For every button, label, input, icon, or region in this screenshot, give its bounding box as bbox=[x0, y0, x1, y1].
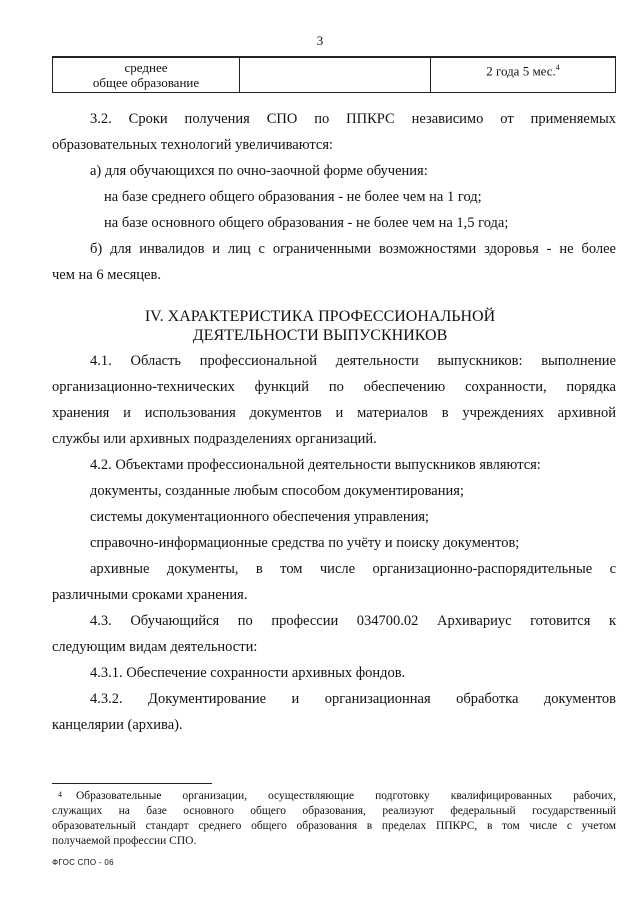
education-level-line1: среднее bbox=[124, 60, 168, 75]
paragraph-4-3-line2: следующим видам деятельности: bbox=[52, 639, 258, 655]
paragraph-4-2-item4-line1: архивные документы, в том числе организационно-распорядительные с bbox=[90, 561, 616, 577]
item-a-1: на базе среднего общего образования - не более чем на 1 год; bbox=[104, 189, 482, 205]
paragraph-4-2: 4.2. Объектами профессиональной деятельности выпускников являются: bbox=[90, 457, 541, 473]
paragraph-4-2-item1: документы, созданные любым способом документирования; bbox=[90, 483, 464, 499]
footnote-line3: образовательный стандарт среднего общего образования в пределах ППКРС, в том числе с учетом bbox=[52, 820, 616, 832]
paragraph-3-2-line2: образовательных технологий увеличиваются: bbox=[52, 137, 334, 153]
empty-cell bbox=[240, 57, 431, 93]
footnote-line2: служащих на базе основного общего образования, реализуют федеральный государственный bbox=[52, 805, 616, 817]
footnote-line4: получаемой профессии СПО. bbox=[52, 835, 197, 847]
paragraph-4-1-line3: хранения и использования документов и материалов в учреждениях архивной bbox=[52, 405, 616, 421]
paragraph-3-2-line1: 3.2. Сроки получения СПО по ППКРС независимо от применяемых bbox=[90, 111, 616, 127]
paragraph-4-2-item3: справочно-информационные средства по учёту и поиску документов; bbox=[90, 535, 520, 551]
term-table bbox=[52, 56, 616, 93]
education-level-line2: общее образование bbox=[92, 75, 200, 90]
document-code-footer: ФГОС СПО - 06 bbox=[52, 858, 114, 867]
paragraph-4-1-line4: службы или архивных подразделениях организаций. bbox=[52, 431, 377, 447]
item-b-line1: б) для инвалидов и лиц с ограниченными возможностями здоровья - не более bbox=[90, 241, 616, 257]
item-a: а) для обучающихся по очно-заочной форме обучения: bbox=[90, 163, 428, 179]
term-cell bbox=[431, 57, 616, 93]
footnote-separator bbox=[52, 783, 212, 784]
section-heading-line1: IV. ХАРАКТЕРИСТИКА ПРОФЕССИОНАЛЬНОЙ bbox=[144, 308, 496, 325]
footnote-mark: 4 bbox=[58, 790, 62, 799]
paragraph-4-3-1: 4.3.1. Обеспечение сохранности архивных фондов. bbox=[90, 665, 406, 681]
footnote-ref: 4 bbox=[555, 63, 560, 72]
paragraph-4-1-line1: 4.1. Область профессиональной деятельности выпускников: выполнение bbox=[90, 353, 616, 369]
section-heading-line2: ДЕЯТЕЛЬНОСТИ ВЫПУСКНИКОВ bbox=[192, 327, 448, 344]
item-b-line2: чем на 6 месяцев. bbox=[52, 267, 161, 283]
paragraph-4-2-item4-line2: различными сроками хранения. bbox=[52, 587, 248, 603]
paragraph-4-3-line1: 4.3. Обучающийся по профессии 034700.02 Архивариус готовится к bbox=[90, 613, 616, 629]
paragraph-4-3-2-line2: канцелярии (архива). bbox=[52, 717, 183, 733]
table-row bbox=[53, 57, 616, 93]
education-level-cell bbox=[53, 57, 240, 93]
paragraph-4-1-line2: организационно-технических функций по обеспечению сохранности, порядка bbox=[52, 379, 616, 395]
paragraph-4-2-item2: системы документационного обеспечения управления; bbox=[90, 509, 430, 525]
term-value: 2 года 5 мес. bbox=[486, 63, 556, 79]
footnote-line1: Образовательные организации, осуществляющие подготовку квалифицированных рабочих, bbox=[76, 790, 616, 802]
paragraph-4-3-2-line1: 4.3.2. Документирование и организационная обработка документов bbox=[90, 691, 616, 707]
item-a-2: на базе основного общего образования - не более чем на 1,5 года; bbox=[104, 215, 509, 231]
page-number: 3 bbox=[316, 33, 324, 48]
